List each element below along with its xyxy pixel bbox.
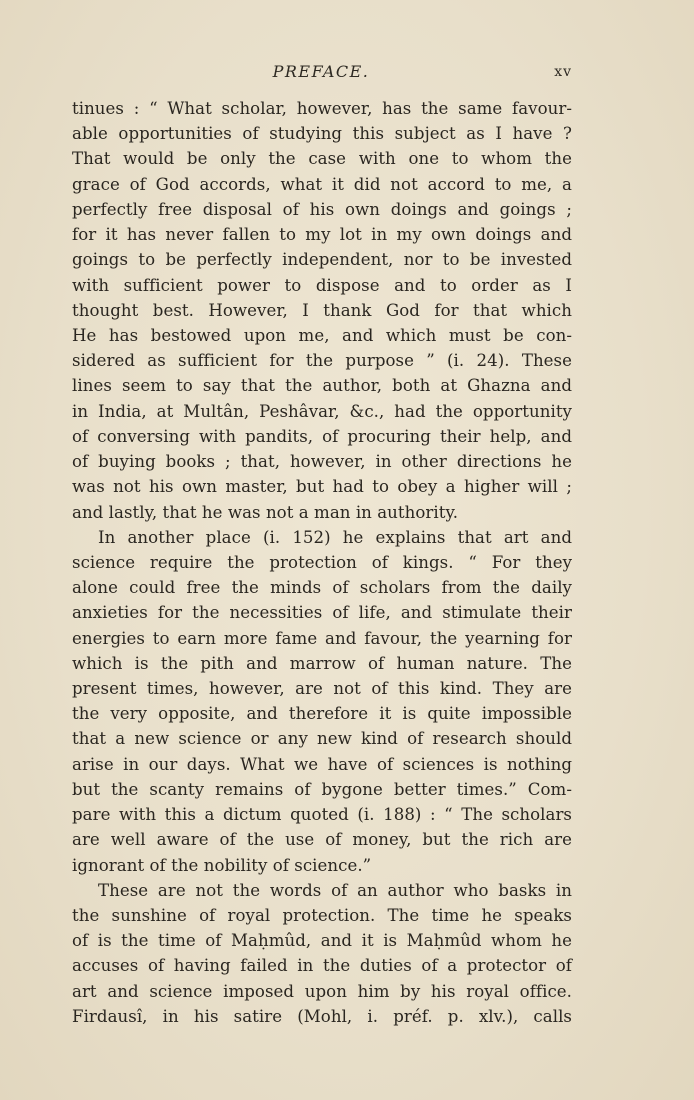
text-line: lines seem to say that the author, both at Ghazna and xyxy=(72,376,572,396)
text-line: of buying books ; that, however, in other directions he xyxy=(72,452,572,472)
text-line: alone could free the minds of scholars from the daily xyxy=(72,578,572,598)
text-line: goings to be perfectly independent, nor to be invested xyxy=(72,250,572,270)
text-line: that a new science or any new kind of research should xyxy=(72,729,572,749)
text-line: thought best. However, I thank God for that which xyxy=(72,300,572,320)
text-line: He has bestowed upon me, and which must be con- xyxy=(72,325,572,345)
text-line: which is the pith and marrow of human nature. The xyxy=(72,653,572,673)
paragraph-first-line: In another place (i. 152) he explains that art and xyxy=(98,527,572,547)
text-line: Firdausî, in his satire (Mohl, i. préf. p. xlv.), calls xyxy=(72,1006,572,1026)
text-line: was not his own master, but had to obey a higher will ; xyxy=(72,477,572,497)
paragraph-end-line: ignorant of the nobility of science.” xyxy=(72,855,372,875)
text-line: of conversing with pandits, of procuring their help, and xyxy=(72,426,572,446)
running-title: PREFACE. xyxy=(272,62,370,81)
text-line: anxieties for the necessities of life, and stimulate their xyxy=(72,603,572,623)
text-line: arise in our days. What we have of sciences is nothing xyxy=(72,754,572,774)
text-line: energies to earn more fame and favour, the yearning for xyxy=(72,628,572,648)
text-line: the very opposite, and therefore it is quite impossible xyxy=(72,704,572,724)
text-line: art and science imposed upon him by his royal office. xyxy=(72,981,572,1001)
paragraph-first-line: These are not the words of an author who basks in xyxy=(98,880,572,900)
text-line: able opportunities of studying this subject as I have ? xyxy=(72,124,572,144)
text-line: the sunshine of royal protection. The time he speaks xyxy=(72,906,572,925)
text-line: present times, however, are not of this kind. They are xyxy=(72,679,572,699)
text-line: perfectly free disposal of his own doings and goings ; xyxy=(72,199,572,219)
text-line: are well aware of the use of money, but the rich are xyxy=(72,830,572,850)
text-line: pare with this a dictum quoted (i. 188) : “ The scholars xyxy=(72,805,572,825)
text-line: but the scanty remains of bygone better times.” Com- xyxy=(72,779,572,799)
text-line: That would be only the case with one to whom the xyxy=(72,149,572,169)
text-line: sidered as sufficient for the purpose ” (i. 24). These xyxy=(72,351,572,371)
text-line: tinues : “ What scholar, however, has the same favour- xyxy=(72,99,572,118)
text-line: in India, at Multân, Peshâvar, &c., had the opportunity xyxy=(72,401,572,421)
page-number: xv xyxy=(554,64,572,80)
paragraph-end-line: and lastly, that he was not a man in authority. xyxy=(72,502,459,522)
text-line: science require the protection of kings. “ For they xyxy=(72,552,572,572)
text-line: for it has never fallen to my lot in my own doings and xyxy=(72,225,572,245)
text-line: accuses of having failed in the duties of a protector of xyxy=(72,956,572,976)
text-line: of is the time of Maḥmûd, and it is Maḥmûd whom he xyxy=(72,931,572,951)
text-line: with sufficient power to dispose and to order as I xyxy=(72,275,572,295)
text-line: grace of God accords, what it did not accord to me, a xyxy=(72,174,572,194)
body-text xyxy=(72,96,572,1029)
running-head xyxy=(70,60,572,86)
